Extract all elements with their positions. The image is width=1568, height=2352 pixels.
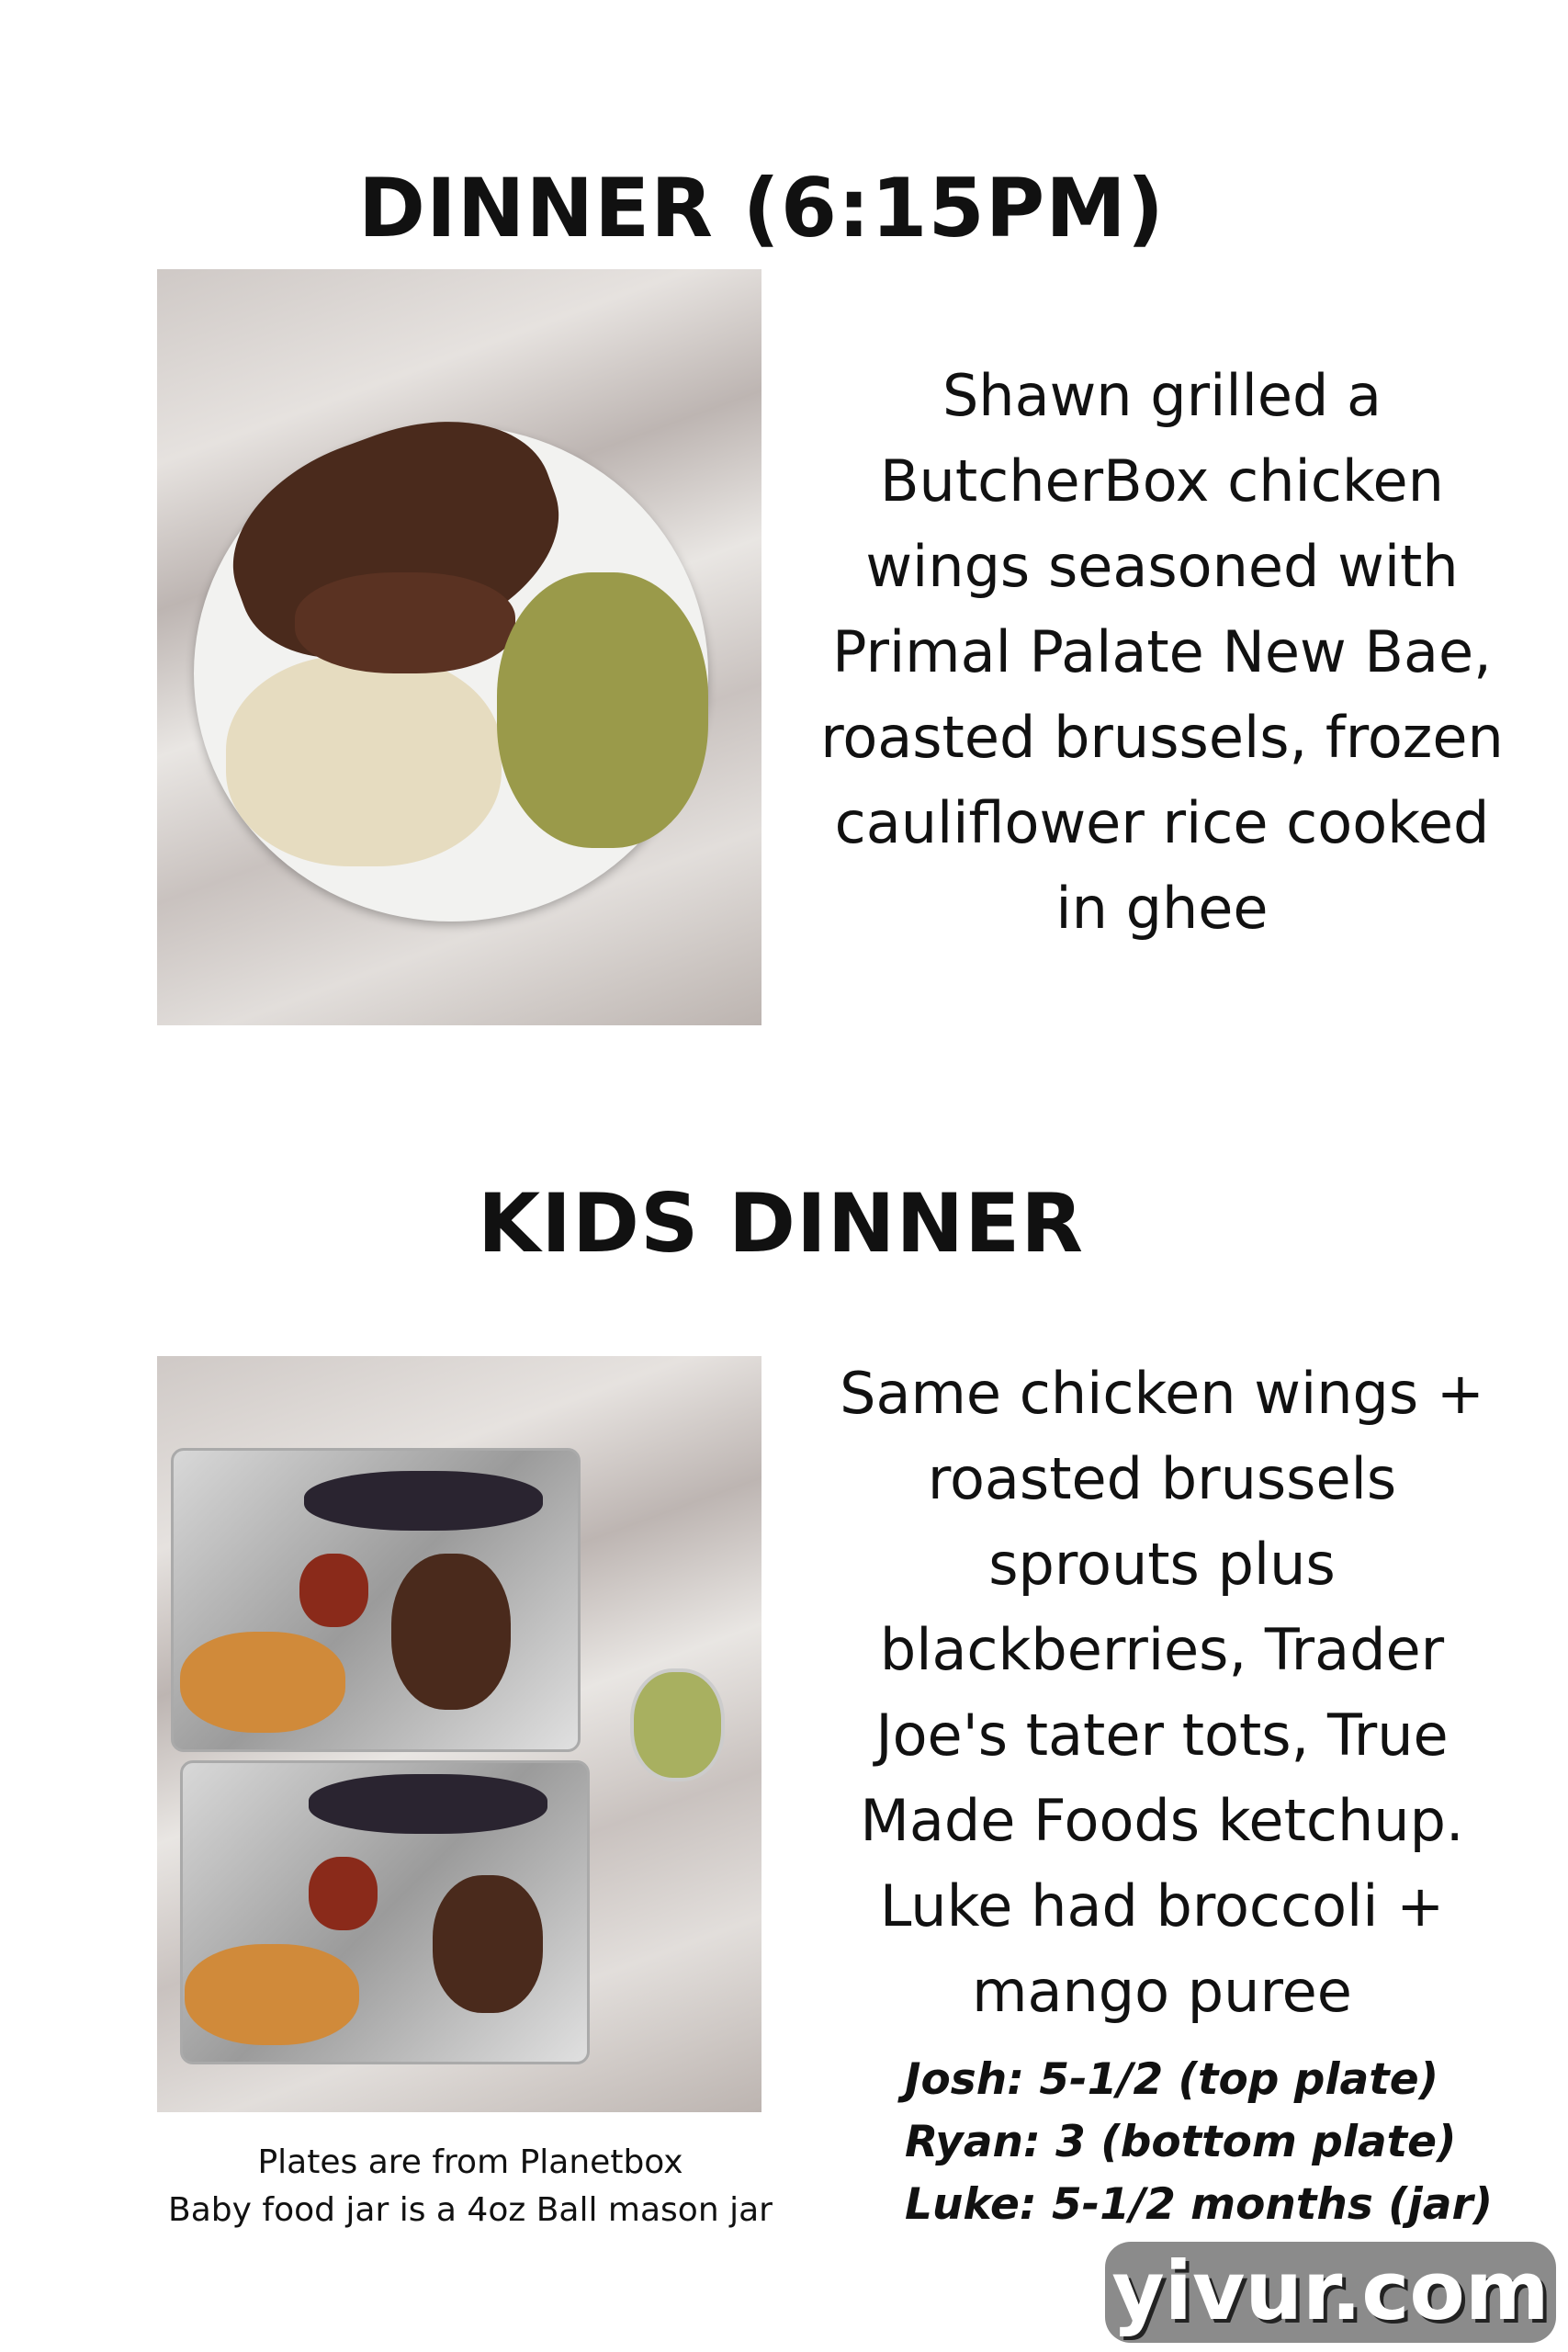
- caption-line: Baby food jar is a 4oz Ball mason jar: [168, 2191, 773, 2229]
- watermark: yivur.com: [1105, 2242, 1556, 2343]
- dinner-description: [808, 353, 1516, 951]
- desc-line: Made Foods ketchup.: [860, 1787, 1464, 1854]
- chicken-wing: [295, 572, 515, 673]
- age-line: Josh: 5-1/2 (top plate): [905, 2054, 1439, 2105]
- desc-line: roasted brussels, frozen: [820, 704, 1504, 771]
- tater-tots: [185, 1944, 359, 2045]
- dinner-photo: [157, 269, 761, 1025]
- chicken-wings: [391, 1554, 511, 1710]
- kids-dinner-photo: [157, 1356, 761, 2112]
- blackberries: [309, 1774, 547, 1834]
- desc-line: cauliflower rice cooked: [834, 789, 1490, 856]
- desc-line: blackberries, Trader: [879, 1616, 1445, 1683]
- desc-line: wings seasoned with: [865, 533, 1459, 600]
- desc-line: in ghee: [1055, 875, 1269, 942]
- cauliflower-rice: [226, 655, 502, 866]
- desc-line: Same chicken wings +: [840, 1360, 1484, 1427]
- blackberries: [304, 1471, 543, 1531]
- chicken-wings: [433, 1875, 543, 2013]
- desc-line: sprouts plus: [988, 1531, 1336, 1598]
- kids-dinner-description: [808, 1351, 1516, 2034]
- kids-dinner-heading: KIDS DINNER: [478, 1176, 1084, 1271]
- age-line: Ryan: 3 (bottom plate): [905, 2117, 1457, 2167]
- baby-food-jar: [630, 1668, 725, 1781]
- age-line: Luke: 5-1/2 months (jar): [905, 2179, 1494, 2230]
- brussels-sprouts: [497, 572, 708, 848]
- desc-line: Shawn grilled a: [942, 362, 1382, 429]
- ketchup: [309, 1857, 378, 1930]
- desc-line: mango puree: [972, 1958, 1352, 2025]
- tater-tots: [180, 1632, 345, 1733]
- dinner-heading: DINNER (6:15PM): [358, 161, 1165, 255]
- desc-line: Joe's tater tots, True: [875, 1702, 1449, 1769]
- ketchup: [299, 1554, 368, 1627]
- desc-line: Luke had broccoli +: [879, 1872, 1445, 1939]
- photo-caption: [138, 2139, 803, 2234]
- desc-line: ButcherBox chicken: [880, 447, 1444, 514]
- desc-line: Primal Palate New Bae,: [832, 618, 1492, 685]
- desc-line: roasted brussels: [927, 1445, 1397, 1512]
- kids-ages: [905, 2049, 1493, 2236]
- caption-line: Plates are from Planetbox: [257, 2143, 683, 2181]
